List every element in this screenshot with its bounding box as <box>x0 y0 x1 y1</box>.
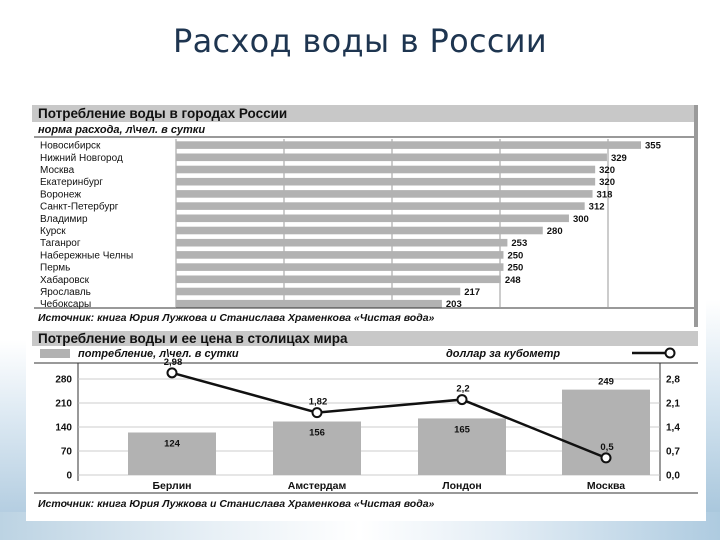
chart-figure <box>26 95 706 521</box>
price-label: 2,98 <box>163 356 183 368</box>
bar <box>176 178 595 186</box>
category-label: Москва <box>586 480 626 492</box>
value-label: 217 <box>464 287 481 298</box>
y-right-tick-label: 0,7 <box>666 446 680 458</box>
price-point <box>168 368 177 377</box>
value-label: 355 <box>645 140 661 152</box>
bar <box>176 300 442 308</box>
value-label: 280 <box>546 226 563 237</box>
category-label: Новосибирск <box>40 140 101 152</box>
y-right-tick-label: 1,4 <box>666 422 680 434</box>
category-label: Владимир <box>40 213 88 225</box>
chart1-subtitle: норма расхода, л\чел. в сутки <box>38 124 206 136</box>
bar <box>176 166 595 174</box>
chart-world-capitals <box>32 331 698 510</box>
bar <box>176 288 460 296</box>
page-title: Расход воды в России <box>173 22 547 60</box>
category-label: Лондон <box>442 480 482 492</box>
bar <box>176 215 569 223</box>
y-left-tick-label: 210 <box>55 398 72 410</box>
legend-bar-swatch <box>40 349 70 358</box>
charts-svg <box>26 95 706 521</box>
category-label: Берлин <box>152 480 192 492</box>
bar <box>176 276 501 284</box>
category-label: Воронеж <box>40 189 82 201</box>
category-label: Таганрог <box>40 238 81 250</box>
price-label: 1,82 <box>308 396 328 408</box>
value-label: 253 <box>511 238 528 250</box>
bar-value-label: 249 <box>598 376 614 388</box>
category-label: Чебоксары <box>40 299 92 311</box>
legend-bar-label: потребление, л\чел. в сутки <box>78 348 239 360</box>
y-right-tick-label: 2,8 <box>666 374 680 386</box>
price-label: 0,5 <box>600 441 614 453</box>
value-label: 203 <box>445 299 462 311</box>
legend-line-label: доллар за кубометр <box>446 348 561 360</box>
value-label: 320 <box>599 177 616 189</box>
category-label: Набережные Челны <box>40 250 134 262</box>
bar <box>176 202 585 210</box>
y-right-tick-label: 0,0 <box>666 470 680 482</box>
y-left-tick-label: 140 <box>55 422 72 434</box>
category-label: Ярославль <box>40 287 91 298</box>
y-right-tick-label: 2,1 <box>666 398 680 410</box>
bar-value-label: 124 <box>164 438 180 450</box>
y-left-tick-label: 280 <box>55 374 72 386</box>
chart1-source: Источник: книга Юрия Лужкова и Станислава Храменкова «Чистая вода» <box>38 312 435 324</box>
value-label: 250 <box>507 262 524 274</box>
price-label: 2,2 <box>456 383 470 395</box>
chart2-source: Источник: книга Юрия Лужкова и Станислава Храменкова «Чистая вода» <box>38 498 435 510</box>
bar <box>176 190 593 198</box>
category-label: Москва <box>40 165 75 176</box>
bar <box>176 239 507 247</box>
value-label: 248 <box>504 274 521 286</box>
chart1-title: Потребление воды в городах России <box>38 106 288 121</box>
price-point <box>602 453 611 462</box>
y-left-tick-label: 70 <box>60 446 72 458</box>
category-label: Екатеринбург <box>40 177 103 189</box>
bar-value-label: 165 <box>454 424 470 436</box>
category-label: Пермь <box>40 262 71 274</box>
value-label: 329 <box>610 152 627 164</box>
chart2-title: Потребление воды и ее цена в столицах мира <box>38 331 348 346</box>
category-label: Хабаровск <box>40 274 89 286</box>
value-label: 312 <box>588 201 605 213</box>
price-line <box>172 373 606 458</box>
bar <box>176 154 607 162</box>
bar-value-label: 156 <box>309 427 325 439</box>
bar <box>176 263 503 271</box>
price-point <box>313 408 322 417</box>
chart-russia-cities <box>32 105 698 327</box>
bar <box>176 227 543 235</box>
y-left-tick-label: 0 <box>66 470 72 482</box>
price-point <box>458 395 467 404</box>
legend-line-marker <box>666 349 675 358</box>
chart1-right-border <box>694 105 698 327</box>
category-label: Амстердам <box>287 480 347 492</box>
category-label: Курск <box>40 226 66 237</box>
category-label: Санкт-Петербург <box>40 201 119 213</box>
bar <box>176 141 641 149</box>
bar <box>176 251 503 259</box>
category-label: Нижний Новгород <box>40 152 123 164</box>
value-label: 318 <box>596 189 613 201</box>
value-label: 320 <box>599 165 616 176</box>
value-label: 300 <box>572 213 589 225</box>
value-label: 250 <box>507 250 524 262</box>
